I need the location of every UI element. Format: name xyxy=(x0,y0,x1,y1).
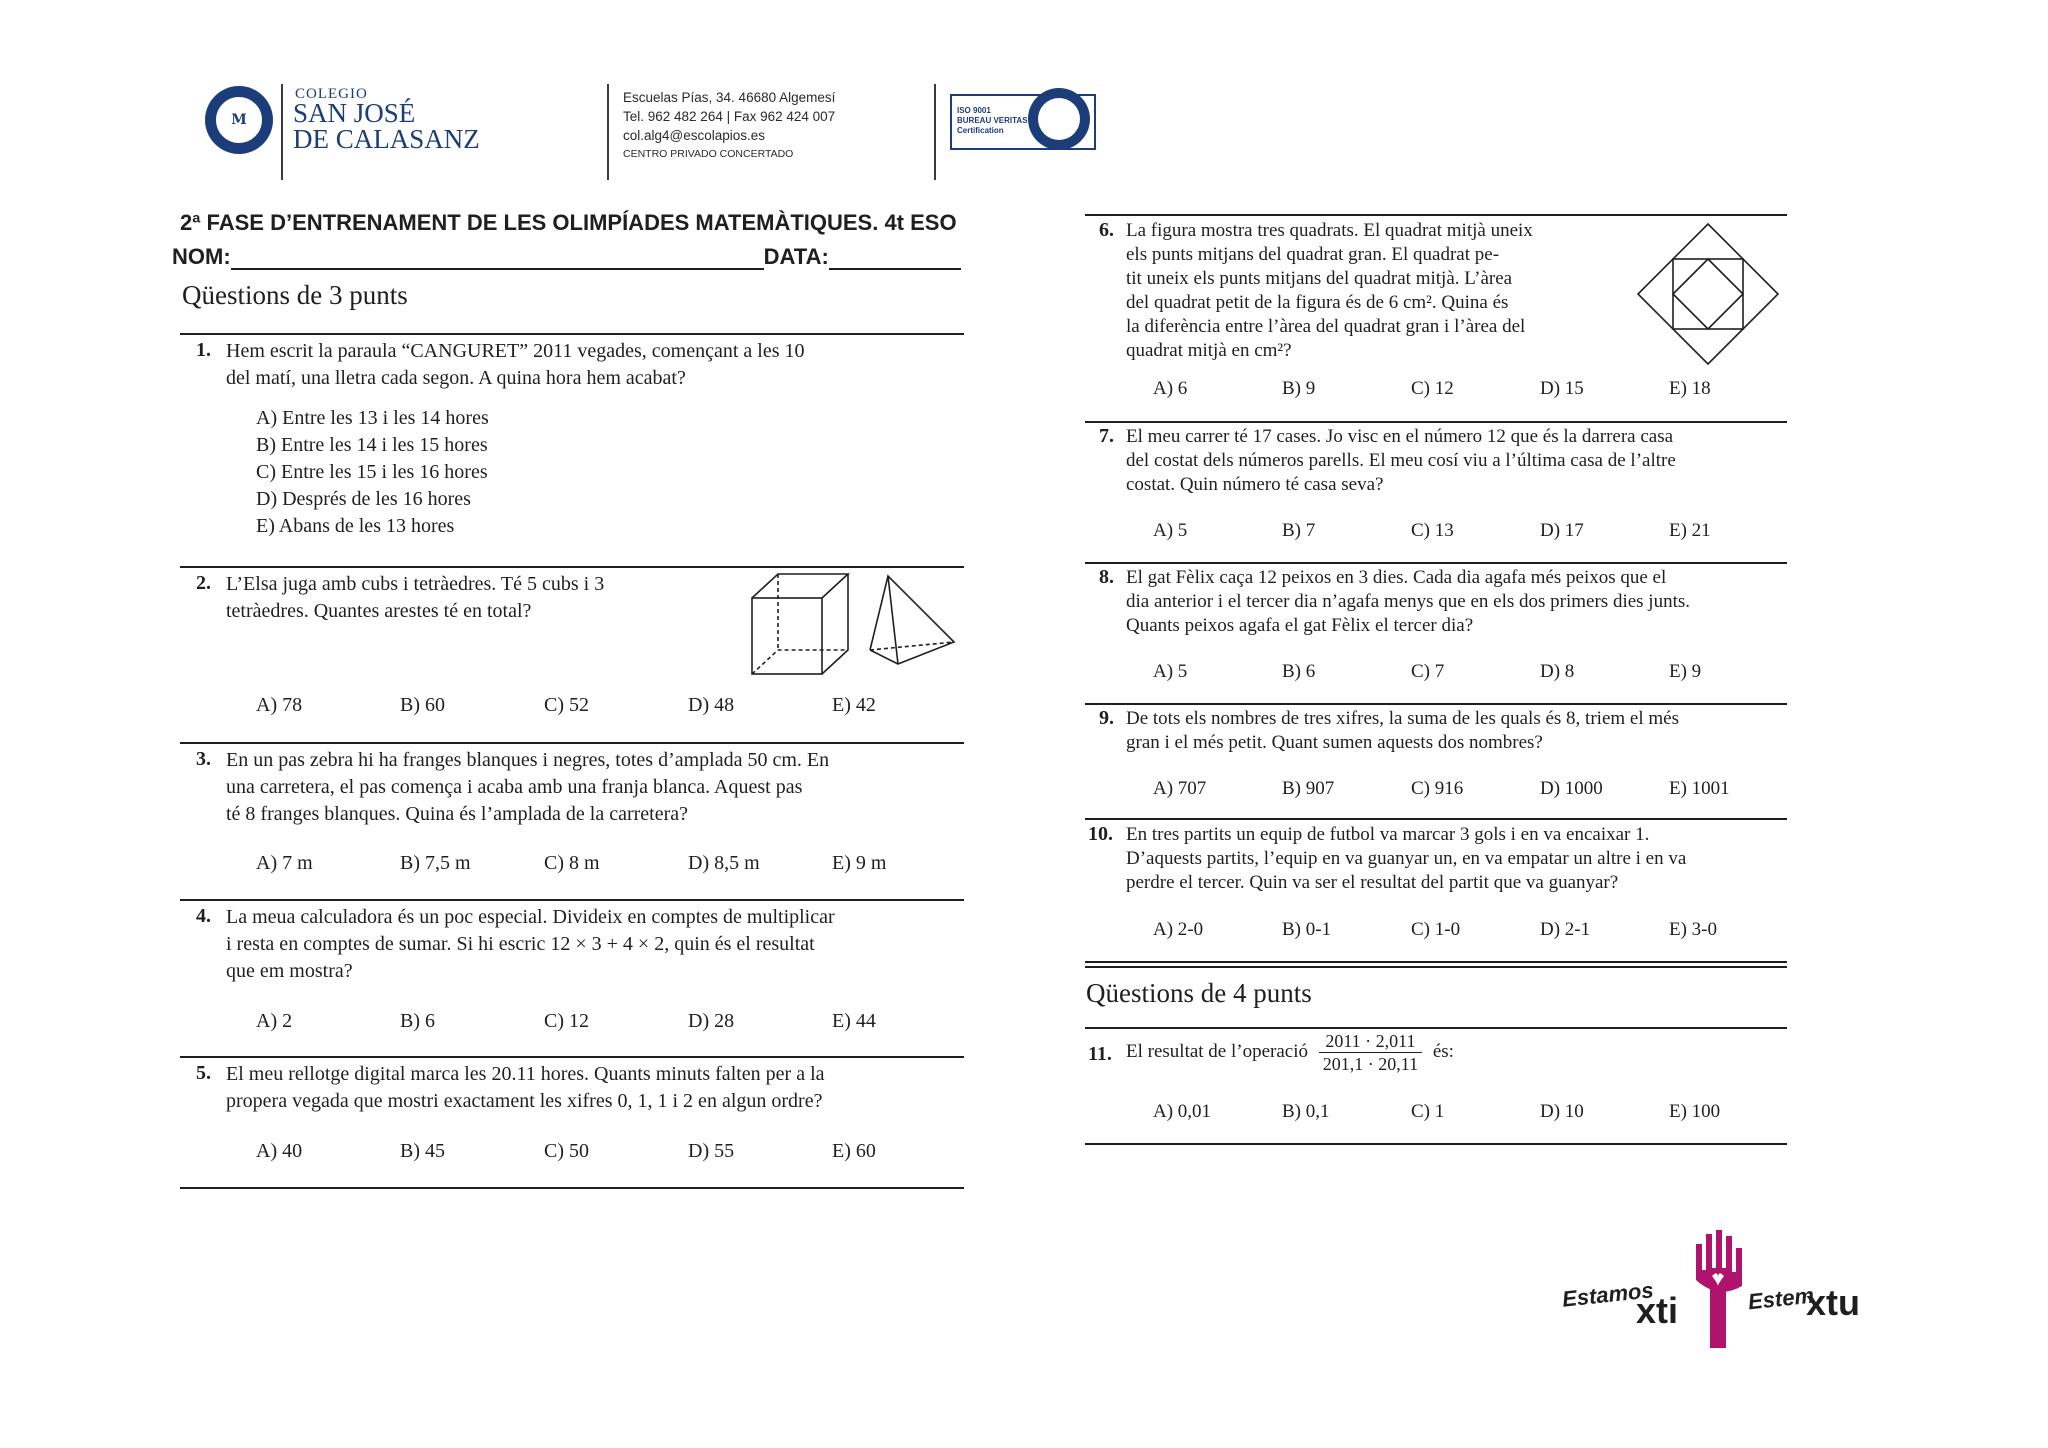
option[interactable]: D) 10 xyxy=(1540,1101,1584,1122)
divider xyxy=(180,1056,964,1058)
option[interactable]: A) Entre les 13 i les 14 hores xyxy=(256,407,489,429)
divider xyxy=(1085,961,1787,963)
divider xyxy=(1085,421,1787,423)
school-name xyxy=(293,100,480,152)
option[interactable]: D) 55 xyxy=(688,1140,735,1162)
address-line: Escuelas Pías, 34. 46680 Algemesí xyxy=(623,90,836,105)
three-squares-figure xyxy=(1636,222,1780,366)
option[interactable]: E) 100 xyxy=(1669,1101,1721,1122)
option[interactable]: B) 6 xyxy=(400,1010,435,1032)
text-line: té 8 franges blanques. Quina és l’amplada de la carretera? xyxy=(226,803,688,825)
option[interactable]: A) 6 xyxy=(1153,378,1188,399)
slogan-text: Estem xyxy=(1746,1282,1816,1315)
option[interactable]: C) 1-0 xyxy=(1411,919,1461,940)
text-line: En un pas zebra hi ha franges blanques i negres, totes d’amplada 50 cm. En xyxy=(226,749,830,771)
question-11-options xyxy=(1153,1101,1749,1123)
cert-line: ISO 9001 xyxy=(957,106,991,115)
text-line: L’Elsa juga amb cubs i tetràedres. Té 5 cubs i 3 xyxy=(226,573,605,595)
question-2-options xyxy=(256,694,932,717)
question-6-text xyxy=(1126,219,1606,363)
option[interactable]: D) 15 xyxy=(1540,378,1584,399)
option[interactable]: D) 8,5 m xyxy=(688,852,760,874)
name-date-row xyxy=(172,244,961,270)
text-line: la diferència entre l’àrea del quadrat gran i l’àrea del xyxy=(1126,316,1526,337)
estamos-x-ti-logo xyxy=(1560,1230,1860,1360)
text-line: Quants peixos agafa el gat Fèlix el tercer dia? xyxy=(1126,615,1474,636)
text-line: que em mostra? xyxy=(226,960,353,982)
question-3-text xyxy=(226,747,966,828)
school-name-line2: DE CALASANZ xyxy=(293,124,480,154)
text-line: propera vegada que mostri exactament les xifres 0, 1, 1 i 2 en algun ordre? xyxy=(226,1090,823,1112)
option[interactable]: B) 6 xyxy=(1282,661,1316,682)
slogan-text: xtu xyxy=(1806,1282,1860,1323)
option[interactable]: D) 2-1 xyxy=(1540,919,1591,940)
question-4-text xyxy=(226,904,966,985)
question-number: 10. xyxy=(1088,823,1113,845)
cert-line: BUREAU VERITAS xyxy=(957,116,1028,125)
option[interactable]: B) Entre les 14 i les 15 hores xyxy=(256,434,488,456)
option[interactable]: A) 5 xyxy=(1153,520,1188,541)
question-7-text xyxy=(1126,425,1791,497)
question-number: 5. xyxy=(196,1062,211,1084)
text-line: del costat dels números parells. El meu cosí viu a l’última casa de l’altre xyxy=(1126,450,1676,471)
raised-hand-icon xyxy=(1690,1230,1746,1350)
option[interactable]: E) 42 xyxy=(832,694,876,716)
question-number: 6. xyxy=(1099,219,1114,241)
option[interactable]: E) 1001 xyxy=(1669,778,1730,799)
divider xyxy=(1085,703,1787,705)
option[interactable]: E) 18 xyxy=(1669,378,1711,399)
question-1-text xyxy=(226,338,966,392)
document-title: 2ª FASE D’ENTRENAMENT DE LES OLIMPÍADES MATEMÀTIQUES. 4t ESO xyxy=(180,210,957,235)
option[interactable]: C) 13 xyxy=(1411,520,1454,541)
question-2-text xyxy=(226,571,746,625)
question-number: 8. xyxy=(1099,566,1114,588)
question-4-options xyxy=(256,1010,932,1033)
option[interactable]: E) 9 xyxy=(1669,661,1702,682)
text-line: La meua calculadora és un poc especial. Divideix en comptes de multiplicar xyxy=(226,906,835,928)
divider xyxy=(180,1187,964,1189)
text-line: quadrat mitjà en cm²? xyxy=(1126,340,1292,361)
question-11-text xyxy=(1126,1030,1454,1075)
option[interactable]: C) Entre les 15 i les 16 hores xyxy=(256,461,488,483)
option[interactable]: C) 916 xyxy=(1411,778,1464,799)
option[interactable]: E) 44 xyxy=(832,1010,876,1032)
divider xyxy=(1085,562,1787,564)
divider xyxy=(1085,966,1787,968)
text-line: gran i el més petit. Quant sumen aquests dos nombres? xyxy=(1126,732,1543,753)
text-line: costat. Quin número té casa seva? xyxy=(1126,474,1384,495)
option[interactable]: C) 1 xyxy=(1411,1101,1445,1122)
option[interactable]: A) 78 xyxy=(256,694,303,716)
question-8-text xyxy=(1126,566,1791,638)
header-divider xyxy=(281,84,283,180)
option[interactable]: B) 45 xyxy=(400,1140,445,1162)
cube-and-tetrahedron-figure xyxy=(748,568,964,680)
text-line: La figura mostra tres quadrats. El quadrat mitjà uneix xyxy=(1126,220,1533,241)
header-divider xyxy=(934,84,936,180)
option[interactable]: A) 2-0 xyxy=(1153,919,1204,940)
text-line: El resultat de l’operació xyxy=(1126,1040,1309,1062)
text-line: El gat Fèlix caça 12 peixos en 3 dies. Cada dia agafa més peixos que el xyxy=(1126,567,1667,588)
text-line: del quadrat petit de la figura és de 6 cm². Quina és xyxy=(1126,292,1509,313)
option[interactable]: B) 7 xyxy=(1282,520,1316,541)
question-10-text xyxy=(1126,823,1791,895)
option[interactable]: D) 17 xyxy=(1540,520,1584,541)
option[interactable]: A) 707 xyxy=(1153,778,1207,799)
question-1-options xyxy=(256,405,489,540)
divider xyxy=(1085,818,1787,820)
text-line: De tots els nombres de tres xifres, la suma de les quals és 8, triem el més xyxy=(1126,708,1679,729)
school-address xyxy=(623,88,835,164)
address-note: CENTRO PRIVADO CONCERTADO xyxy=(623,148,794,160)
question-5-options xyxy=(256,1140,932,1163)
text-line: El meu rellotge digital marca les 20.11 hores. Quants minuts falten per a la xyxy=(226,1063,825,1085)
option[interactable]: B) 7,5 m xyxy=(400,852,471,874)
divider xyxy=(180,333,964,335)
fraction-numerator: 2011 · 2,011 xyxy=(1319,1030,1422,1053)
text-line: En tres partits un equip de futbol va marcar 3 gols i en va encaixar 1. xyxy=(1126,824,1650,845)
option[interactable]: A) 7 m xyxy=(256,852,313,874)
question-number: 4. xyxy=(196,905,211,927)
divider xyxy=(180,742,964,744)
option[interactable]: C) 12 xyxy=(1411,378,1454,399)
option[interactable]: E) 3-0 xyxy=(1669,919,1718,940)
divider xyxy=(1085,214,1787,216)
certification-logo xyxy=(950,94,1096,150)
header-divider xyxy=(607,84,609,180)
option[interactable]: A) 40 xyxy=(256,1140,303,1162)
option[interactable]: B) 0-1 xyxy=(1282,919,1332,940)
option[interactable]: C) 12 xyxy=(544,1010,589,1032)
option[interactable]: D) 28 xyxy=(688,1010,735,1032)
option[interactable]: D) 1000 xyxy=(1540,778,1603,799)
email-line: col.alg4@escolapios.es xyxy=(623,128,766,143)
date-field[interactable] xyxy=(829,246,961,270)
option[interactable]: E) 9 m xyxy=(832,852,887,874)
option[interactable]: A) 2 xyxy=(256,1010,293,1032)
text-line: D’aquests partits, l’equip en va guanyar un, en va empatar un altre i en va xyxy=(1126,848,1687,869)
name-label: NOM: xyxy=(172,244,231,269)
option[interactable]: E) 21 xyxy=(1669,520,1711,541)
text-line: del matí, una lletra cada segon. A quina hora hem acabat? xyxy=(226,367,686,389)
text-line: és: xyxy=(1432,1040,1454,1062)
school-label: COLEGIO xyxy=(295,86,368,102)
question-9-options xyxy=(1153,778,1749,800)
text-line: perdre el tercer. Quin va ser el resultat del partit que va guanyar? xyxy=(1126,872,1619,893)
section-heading: Qüestions de 3 punts xyxy=(182,280,408,310)
question-7-options xyxy=(1153,520,1749,542)
text-line: dia anterior i el tercer dia n’agafa menys que en els dos primers dies junts. xyxy=(1126,591,1690,612)
question-9-text xyxy=(1126,707,1791,755)
option[interactable]: D) Després de les 16 hores xyxy=(256,488,471,510)
text-line: i resta en comptes de sumar. Si hi escric 12 × 3 + 4 × 2, quin és el resultat xyxy=(226,933,815,955)
option[interactable]: D) 8 xyxy=(1540,661,1575,682)
school-name-line1: SAN JOSÉ xyxy=(293,98,416,128)
question-5-text xyxy=(226,1061,966,1115)
question-number: 1. xyxy=(196,339,211,361)
text-line: tetràedres. Quantes arestes té en total? xyxy=(226,600,532,622)
option[interactable]: D) 48 xyxy=(688,694,735,716)
option[interactable]: E) Abans de les 13 hores xyxy=(256,515,455,537)
option[interactable]: C) 52 xyxy=(544,694,589,716)
option[interactable]: A) 5 xyxy=(1153,661,1188,682)
text-line: els punts mitjans del quadrat gran. El quadrat pe- xyxy=(1126,244,1500,265)
text-line: El meu carrer té 17 cases. Jo visc en el número 12 que és la darrera casa xyxy=(1126,426,1674,447)
option[interactable]: C) 7 xyxy=(1411,661,1445,682)
option[interactable]: B) 907 xyxy=(1282,778,1335,799)
fraction xyxy=(1319,1030,1422,1075)
option[interactable]: C) 50 xyxy=(544,1140,589,1162)
school-crest xyxy=(205,86,273,154)
divider xyxy=(1085,1143,1787,1145)
question-number: 11. xyxy=(1088,1043,1112,1065)
fraction-denominator: 201,1 · 20,11 xyxy=(1322,1054,1419,1074)
cert-text xyxy=(957,106,1028,136)
text-line: tit uneix els punts mitjans del quadrat mitjà. L’àrea xyxy=(1126,268,1513,289)
date-label: DATA: xyxy=(763,244,829,269)
question-number: 2. xyxy=(196,572,211,594)
name-field[interactable] xyxy=(231,246,764,270)
divider xyxy=(1085,1027,1787,1029)
option[interactable]: A) 0,01 xyxy=(1153,1101,1212,1122)
question-3-options xyxy=(256,852,932,875)
slogan-text: Estamos xyxy=(1560,1277,1655,1312)
question-number: 7. xyxy=(1099,425,1114,447)
option[interactable]: B) 9 xyxy=(1282,378,1316,399)
option[interactable]: B) 60 xyxy=(400,694,445,716)
phone-line: Tel. 962 482 264 | Fax 962 424 007 xyxy=(623,109,836,124)
section-heading: Qüestions de 4 punts xyxy=(1086,978,1312,1008)
bureau-veritas-seal-icon xyxy=(1028,88,1090,150)
option[interactable]: E) 60 xyxy=(832,1140,876,1162)
text-line: una carretera, el pas comença i acaba amb una franja blanca. Aquest pas xyxy=(226,776,803,798)
question-6-options xyxy=(1153,378,1749,400)
question-number: 3. xyxy=(196,748,211,770)
question-8-options xyxy=(1153,661,1749,683)
question-number: 9. xyxy=(1099,707,1114,729)
divider xyxy=(180,899,964,901)
question-10-options xyxy=(1153,919,1749,941)
cert-line: Certification xyxy=(957,126,1004,135)
text-line: Hem escrit la paraula “CANGURET” 2011 vegades, començant a les 10 xyxy=(226,340,805,362)
crest-monogram: M xyxy=(213,94,265,146)
option[interactable]: C) 8 m xyxy=(544,852,600,874)
slogan-text: xti xyxy=(1636,1290,1679,1331)
option[interactable]: B) 0,1 xyxy=(1282,1101,1330,1122)
